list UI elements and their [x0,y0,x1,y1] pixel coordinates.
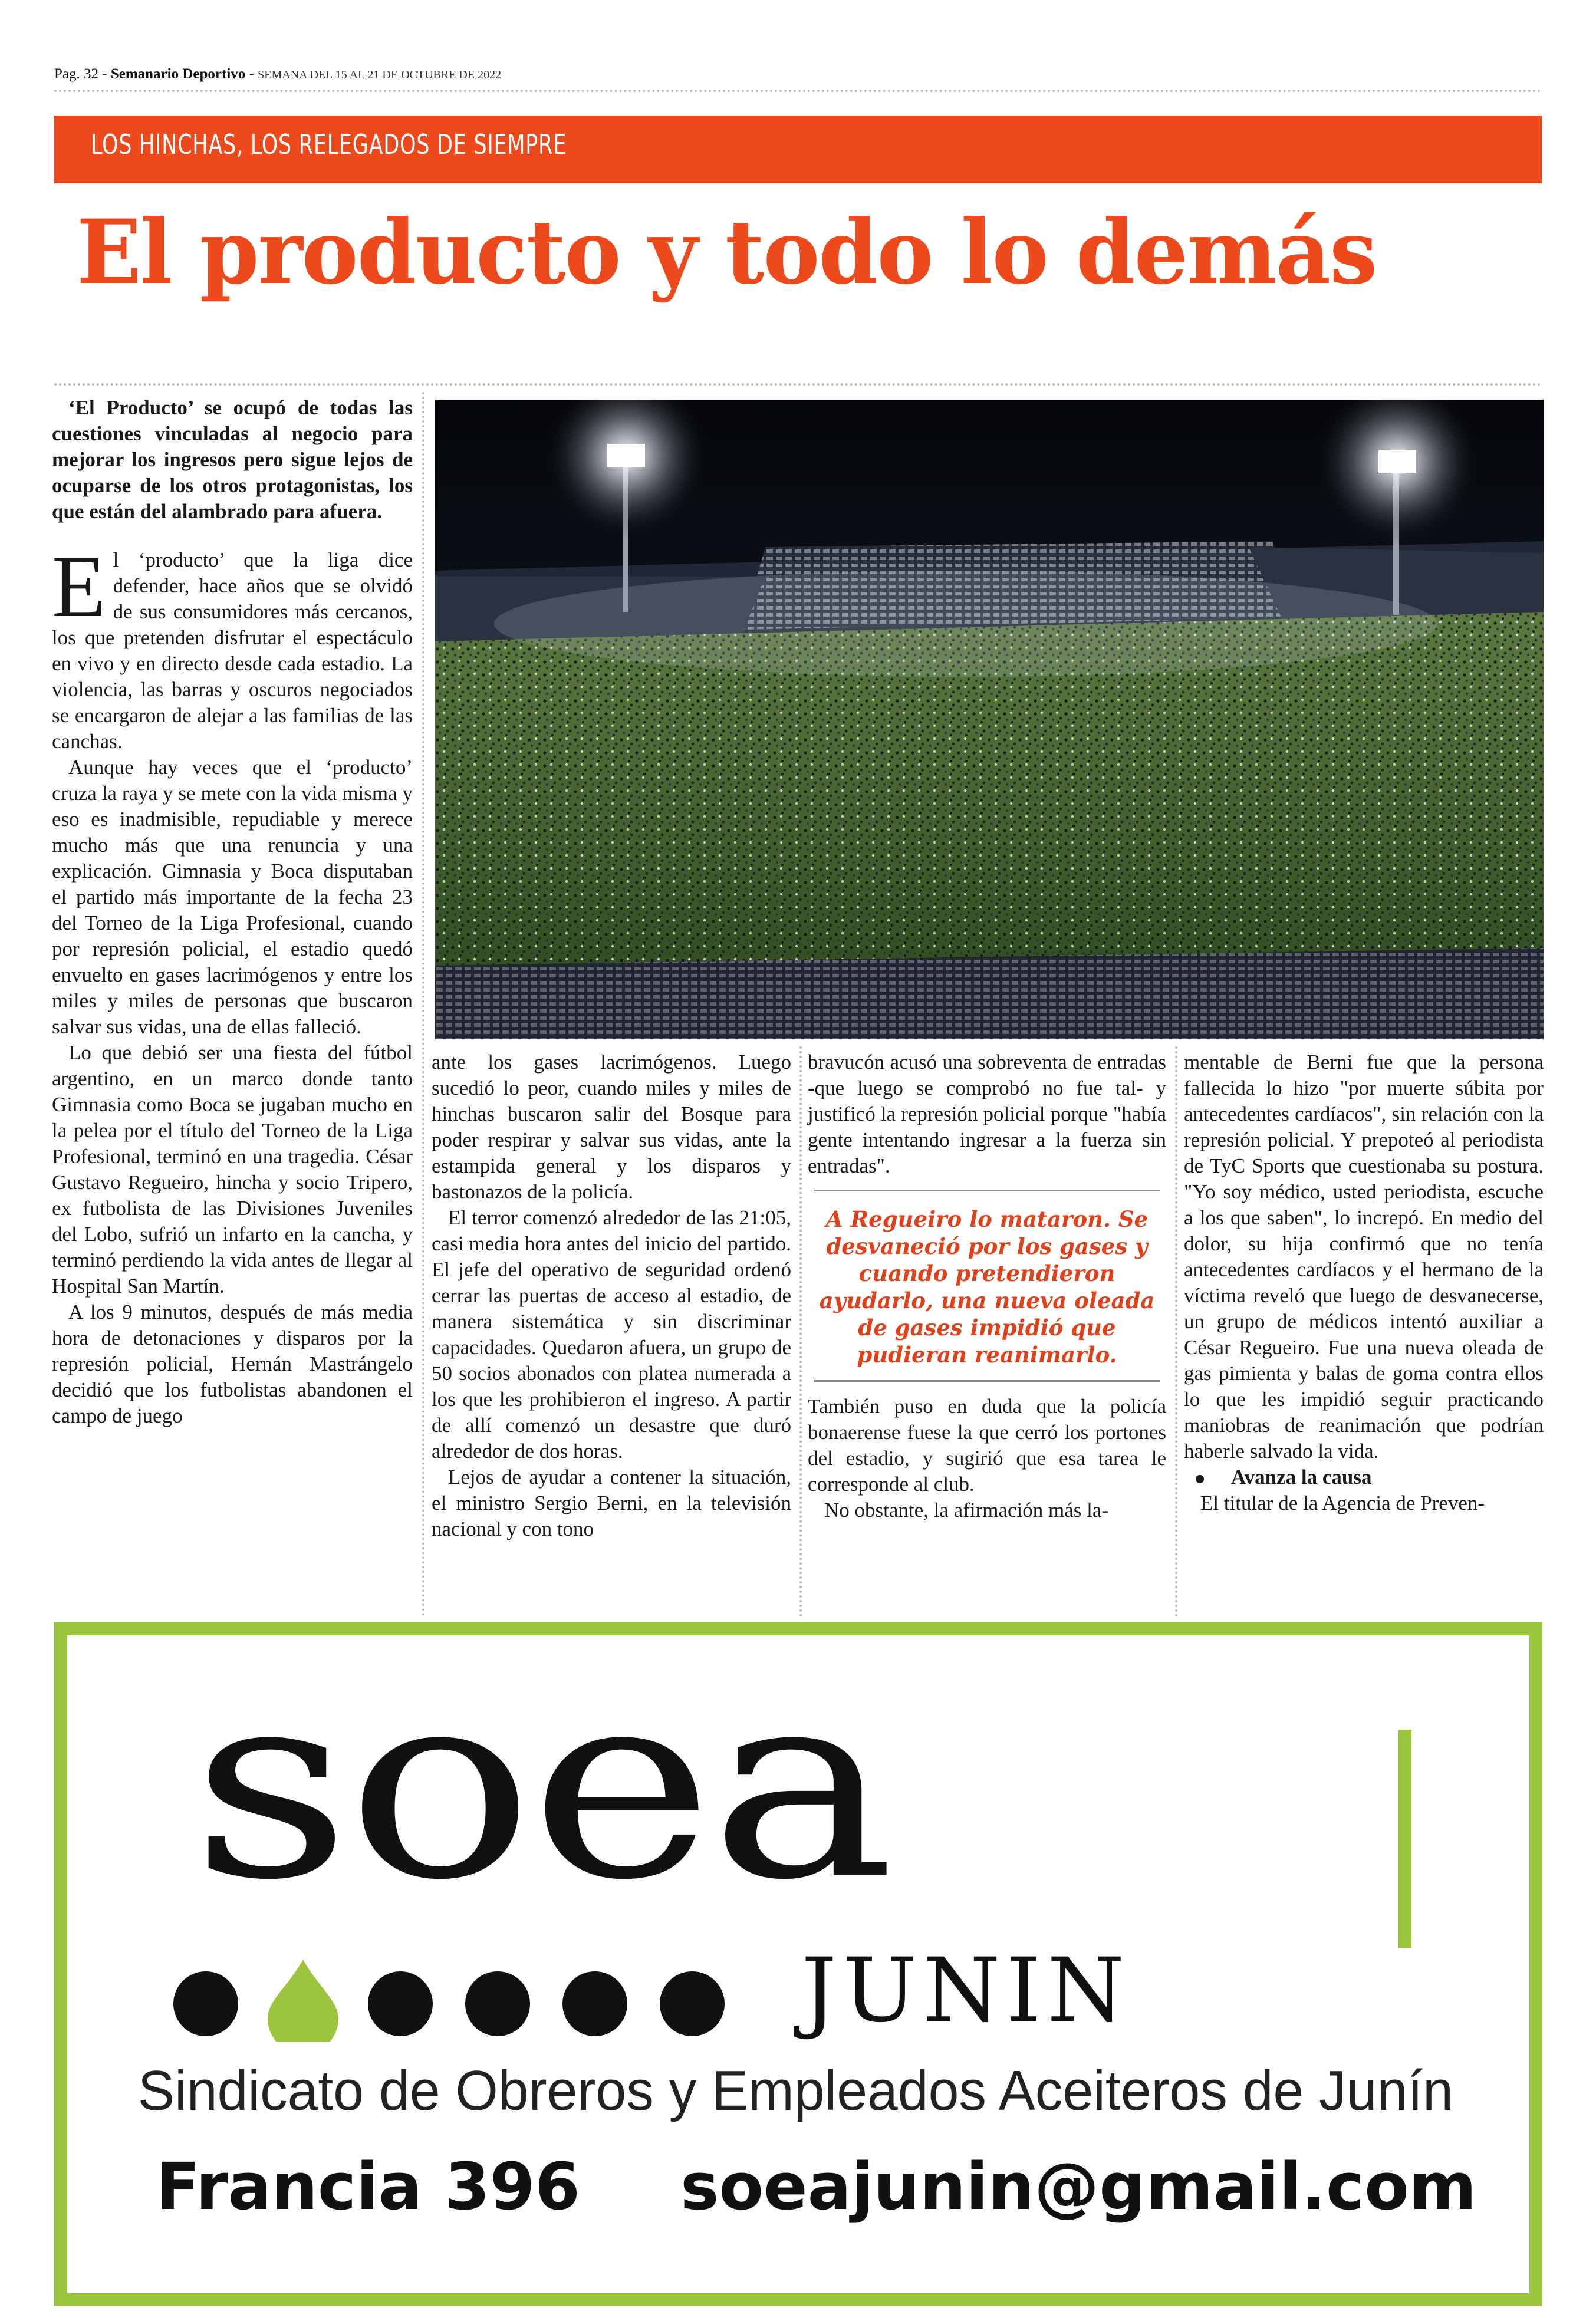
drop-cap: E [52,538,106,636]
column-divider [1175,1046,1177,1617]
ad-email[interactable]: soeajunin@gmail.com [680,2149,1477,2224]
header-separator: - [245,66,258,82]
article-column-3 [808,1049,1166,1523]
advertisement[interactable] [54,1622,1542,2306]
article-column-4 [1184,1049,1544,1516]
article-paragraph: También puso en duda que la policía bonaerense fuese la que cerró los portones del estadio, y sugirió que esa tarea le corresponde al club. [808,1395,1166,1496]
column-divider [799,1046,802,1617]
article-paragraph [808,1497,1166,1523]
section-bar [54,116,1542,183]
soea-logo: soea [191,1635,891,1937]
page-header [54,66,501,83]
article-column-1 [52,395,413,1429]
article-paragraph: Lo que debió ser una fiesta del fútbol argentino, en un marco donde tanto Gimnasia como Boca se jugaban mucho en la pelea por el título del Torneo de la Liga Profesional, terminó en una tragedia. César Gustavo Regueiro, hincha y socio Tripero, ex futbolista de las Divisiones Juveniles del Lobo, sufrió un infarto en la cancha, y terminó perdiendo la vida antes de llegar al Hospital San Martín. [52,1041,413,1298]
subhead-text: Avanza la causa [1231,1466,1372,1489]
article-paragraph: mentable de Berni fue que la persona fallecida lo hizo "por muerte súbita por antecedentes cardíacos", sin relación con la represión policial. Y prepoteó al periodista de TyC Sports que cuestionaba su postura. "Yo soy médico, usted periodista, escuche a los que saben", lo increpó. En medio del dolor, su hija confirmó que no tenía antecedentes cardíacos y el hermano de la víctima reveló que luego de desvanecerse, un grupo de médicos intentó auxiliar a César Regueiro. Fue una nueva oleada de gas pimienta y balas de goma contra ellos lo que les impidió seguir practicando maniobras de reanimación que podrían haberle salvado la vida. [1184,1051,1544,1463]
pull-quote: A Regueiro lo mataron. Se desvaneció por los gases y cuando pretendieron ayudarlo, una nueva oleada de gases impidió que pudieran reanimarlo. [814,1190,1160,1382]
article-paragraph: bravucón acusó una sobreventa de entradas -que luego se comprobó no fue tal- y justificó la represión policial porque "había gente intentando ingresar a la fuerza sin entradas". [808,1051,1166,1177]
article-subhead [1184,1464,1544,1490]
paragraph-text: No obstante, la afirmación más la- [824,1499,1109,1522]
article-lead: ‘El Producto’ se ocupó de todas las cuestiones vinculadas al negocio para mejorar los ingresos pero sigue lejos de ocuparse de los otros protagonistas, los que están del alambrado para afuera. [52,396,413,523]
headline: El producto y todo lo demás [77,200,1377,304]
ad-address: Francia 396 [156,2149,580,2224]
column-divider [422,392,424,1617]
stadium-photo [435,400,1544,1039]
union-name: Sindicato de Obreros y Empleados Aceiteros de Junín [138,2059,1453,2122]
article-paragraph [52,538,413,755]
logo-accent-bar [1398,1730,1411,1948]
edition-week: SEMANA DEL 15 AL 21 DE OCTUBRE DE 2022 [258,68,502,81]
article-paragraph: Lejos de ayudar a contener la situación, el ministro Sergio Berni, en la televisión nacional y con tono [432,1466,791,1540]
headline-rule [54,383,1542,386]
article-paragraph: ante los gases lacrimógenos. Luego sucedió lo peor, cuando miles y miles de hinchas buscaron salir del Bosque para poder respirar y salvar sus vidas, ante la estampida general y los disparos y bastonazos de la policía. [432,1051,791,1203]
header-separator: - [98,66,111,82]
paragraph-text: l ‘producto’ que la liga dice defender, hace años que se olvidó de sus consumidores más cercanos, los que pretenden disfrutar el espectáculo en vivo y en directo desde cada estadio. La violencia, las barras y oscuros negociados se encargaron de alejar a las familias de las canchas. [52,548,413,753]
article-paragraph: El terror comenzó alrededor de las 21:05, casi media hora antes del inicio del partido. El jefe del operativo de seguridad ordenó cerrar las puertas de acceso al estadio, de manera sistemática y sin discriminar capacidades. Quedaron afuera, un grupo de 50 socios abonados con platea numerada a los que les prohibieron el ingreso. A partir de allí comenzó un desastre que duró alrededor de dos horas. [432,1206,791,1463]
bullet-icon [1196,1475,1204,1483]
logo-city: JUNIN [801,1940,1131,2042]
publication-name: Semanario Deportivo [110,66,246,82]
logo-dots-drop-icon [170,1954,766,2042]
section-label: LOS HINCHAS, LOS RELEGADOS DE SIEMPRE [91,129,567,160]
article-paragraph: El titular de la Agencia de Preven- [1200,1491,1485,1514]
article-column-2 [432,1049,791,1542]
header-rule [54,90,1542,92]
page-number: Pag. 32 [54,66,98,82]
article-paragraph: A los 9 minutos, después de más media hora de detonaciones y disparos por la represión policial, Hernán Mastrángelo decidió que los futbolistas abandonen el campo de juego [52,1300,413,1427]
article-paragraph: Aunque hay veces que el ‘producto’ cruza la raya y se mete con la vida misma y eso es inadmisible, repudiable y merece mucho más que una renuncia y una explicación. Gimnasia y Boca disputaban el partido más importante de la fecha 23 del Torneo de la Liga Profesional, cuando por represión policial, el estadio quedó envuelto en gases lacrimógenos y entre los miles y miles de personas que buscaron salvar sus vidas, una de ellas falleció. [52,756,413,1038]
